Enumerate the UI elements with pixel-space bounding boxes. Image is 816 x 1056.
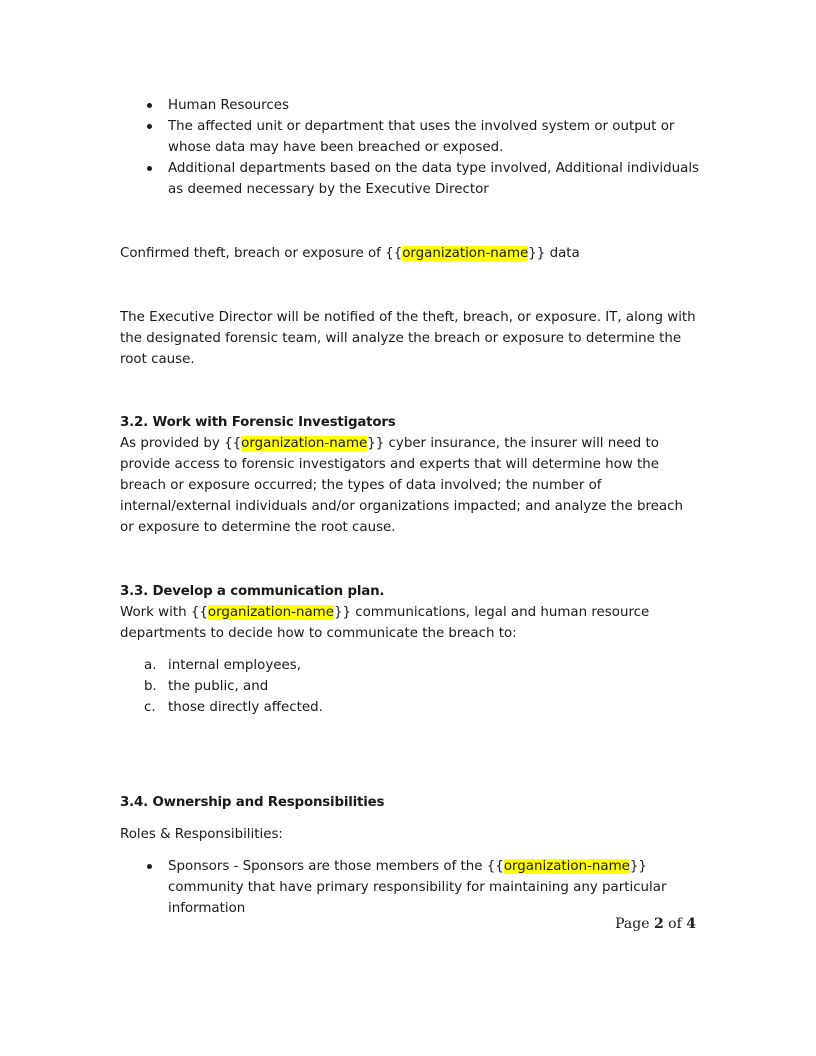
bullet-text: Human Resources	[168, 98, 289, 113]
body-text-after: }} cyber insurance, the insurer will need to provide access to forensic investigators and experts that will determine how the breach or exposure occurred; the types of data involved; the number of internal/external individuals and/or organizations impacted; and analyze the breach or exposure to determine the root cause.	[120, 436, 683, 535]
body-text-before: As provided by {{	[120, 436, 242, 451]
roles-label: Roles & Responsibilities:	[120, 827, 283, 842]
body-text-before: Work with {{	[120, 605, 208, 620]
bullet-text: Additional departments based on the data type involved, Additional individuals as deemed necessary by the Executive Director	[168, 161, 700, 197]
section-heading: 3.4. Ownership and Responsibilities	[120, 795, 385, 810]
sponsors-text-before: Sponsors - Sponsors are those members of the {{	[168, 859, 504, 874]
audience-list	[120, 655, 700, 718]
notify-paragraph: The Executive Director will be notified of the theft, breach, or exposure. IT, along with the designated forensic team, will analyze the breach or exposure to determine the root cause.	[120, 310, 696, 367]
list-item-text: the public, and	[168, 679, 269, 694]
list-item-text: internal employees,	[168, 658, 301, 673]
list-item	[120, 116, 700, 158]
top-bullet-list	[120, 95, 700, 200]
page-total: 4	[686, 916, 696, 932]
body-text-after: }} communications, legal and human resource departments to decide how to communicate the breach to:	[120, 605, 650, 641]
list-item	[120, 697, 700, 718]
section-heading: 3.2. Work with Forensic Investigators	[120, 415, 396, 430]
organization-name-placeholder: organization-name	[241, 436, 368, 451]
page-number	[600, 914, 696, 935]
roles-bullet-list	[120, 856, 700, 919]
sponsors-text-after: }} community that have primary responsibility for maintaining any particular information	[168, 859, 667, 916]
list-marker: a.	[144, 658, 157, 673]
of-label: of	[668, 916, 682, 932]
list-item	[120, 676, 700, 697]
section-3-2	[120, 412, 700, 538]
section-body	[120, 433, 700, 538]
confirmed-text-before: Confirmed theft, breach or exposure of {{	[120, 246, 403, 261]
section-body	[120, 602, 700, 644]
list-marker: c.	[144, 700, 156, 715]
bullet-text: The affected unit or department that uses the involved system or output or whose data may have been breached or exposed.	[168, 119, 675, 155]
list-marker: b.	[144, 679, 157, 694]
list-item-text: those directly affected.	[168, 700, 323, 715]
page-current: 2	[653, 916, 664, 932]
section-heading: 3.3. Develop a communication plan.	[120, 584, 385, 599]
organization-name-placeholder: organization-name	[503, 859, 630, 874]
section-3-3	[120, 581, 700, 644]
organization-name-placeholder: organization-name	[402, 246, 529, 261]
page-label: Page	[615, 916, 650, 932]
list-item	[120, 856, 700, 919]
list-item	[120, 655, 700, 676]
confirmed-paragraph	[120, 243, 700, 264]
confirmed-text-after: }} data	[528, 246, 580, 261]
organization-name-placeholder: organization-name	[207, 605, 334, 620]
list-item	[120, 95, 700, 116]
list-item	[120, 158, 700, 200]
